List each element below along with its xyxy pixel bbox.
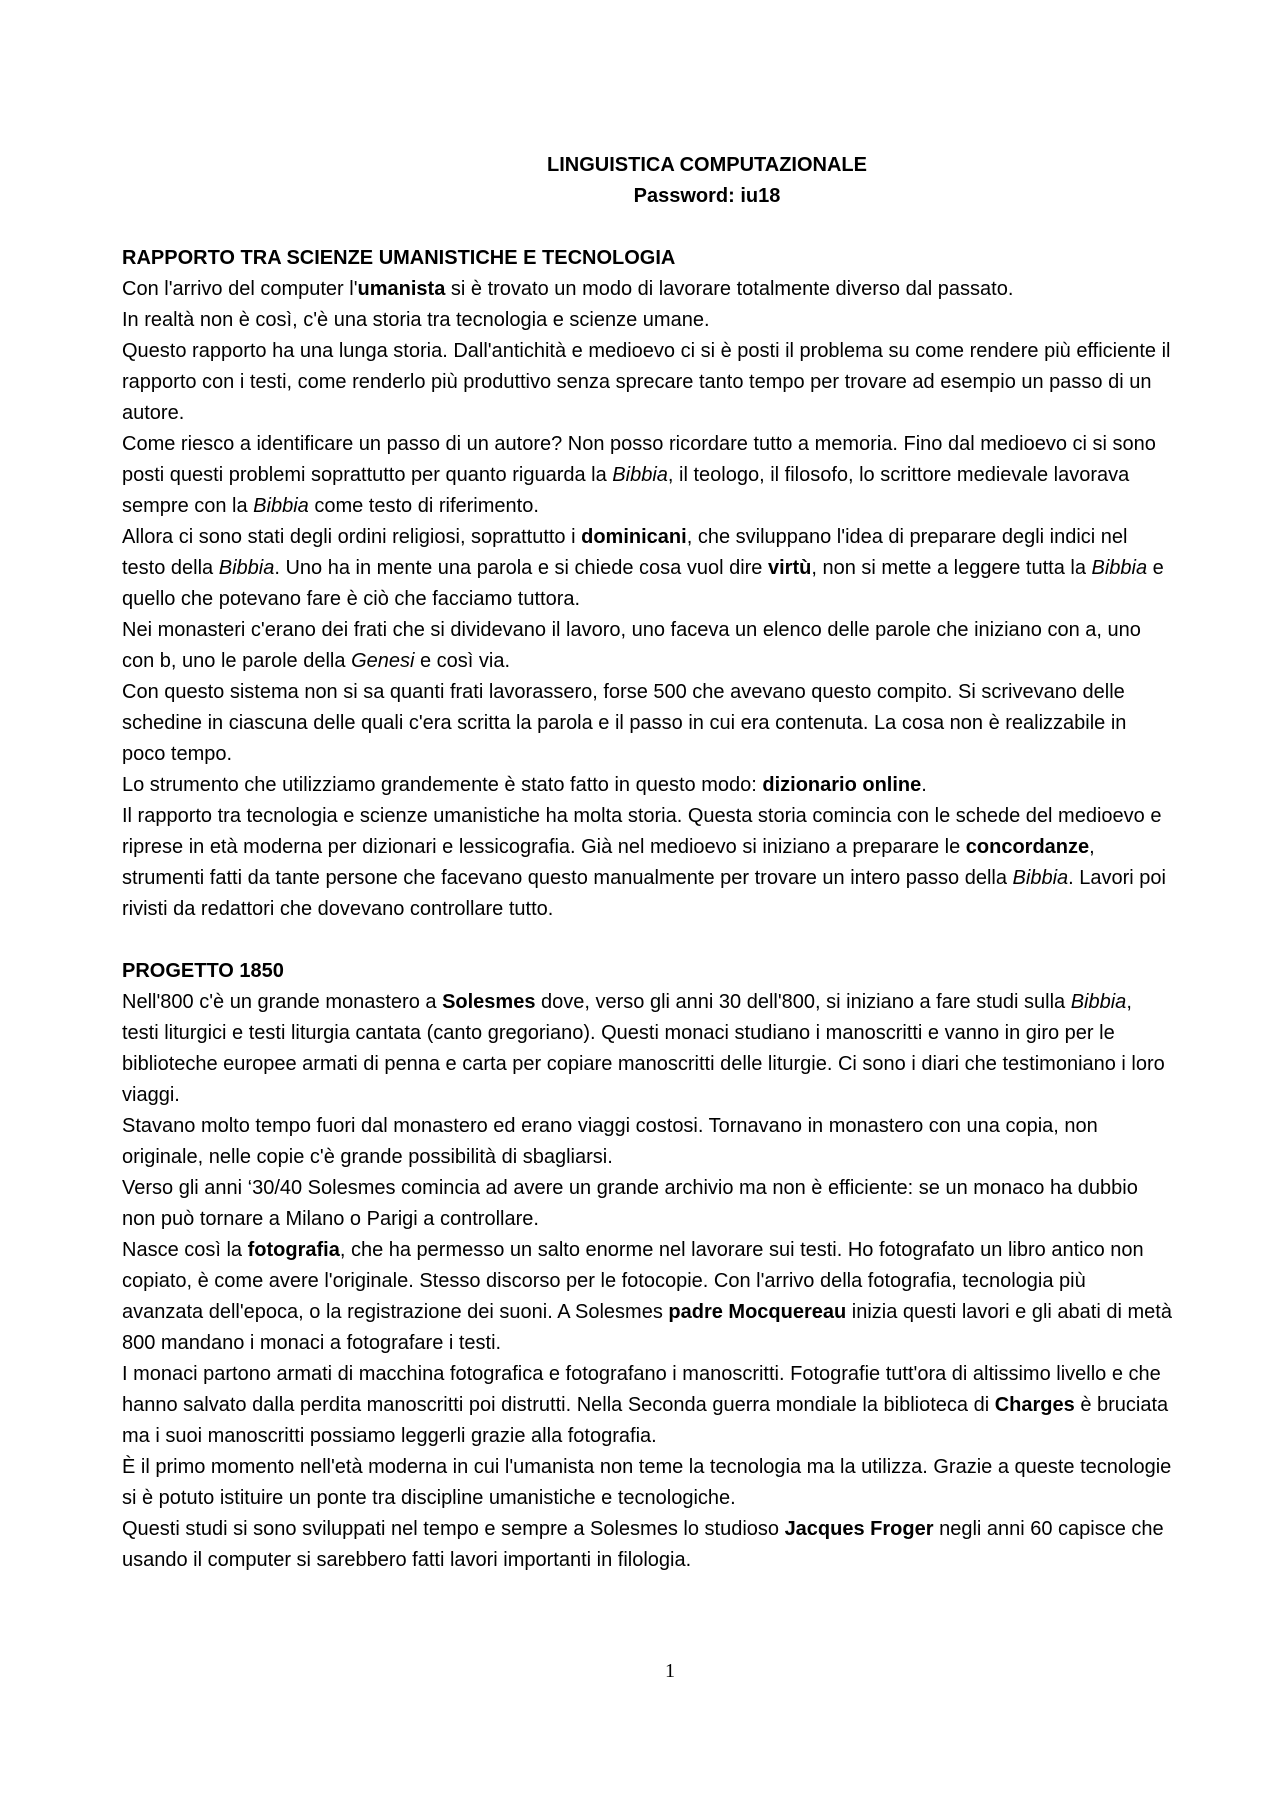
text-run: , che ha permesso un salto enorme nel lavorare sui testi. Ho fotografato un libro antico non copiato, è come avere l'originale. Stesso discorso per le fotocopie. Con l'arrivo della fotografia, tecnologia più avanzata dell'epoca, o la registrazione dei suoni. A Solesmes [122, 1239, 1144, 1323]
section-body [122, 274, 1172, 925]
text-run: , il teologo, il filosofo, lo scrittore medievale lavorava sempre con la [122, 464, 1130, 517]
page-number: 1 [665, 1660, 675, 1682]
italic-text: Genesi [351, 650, 415, 672]
text-run: , strumenti fatti da tante persone che facevano questo manualmente per trovare un intero passo della [122, 836, 1095, 889]
paragraph [122, 1111, 1172, 1173]
bold-text: dominicani [581, 526, 687, 548]
paragraph [122, 1235, 1172, 1359]
paragraph [122, 677, 1172, 770]
section-progetto-1850 [122, 956, 1172, 1576]
paragraph [122, 1452, 1172, 1514]
bold-text: virtù [767, 557, 812, 579]
paragraph [122, 801, 1172, 925]
paragraph [122, 987, 1172, 1111]
text-run: Lo strumento che utilizziamo grandemente è stato fatto in questo modo: [122, 774, 763, 796]
bold-text: padre Mocquereau [668, 1301, 847, 1323]
text-run: Verso gli anni ‘30/40 Solesmes comincia ad avere un grande archivio ma non è efficiente: se un monaco ha dubbio non può tornare a Milano o Parigi a controllare. [122, 1177, 1138, 1230]
paragraph [122, 336, 1172, 429]
bold-text: Solesmes [442, 991, 536, 1013]
text-run: , testi liturgici e testi liturgia cantata (canto gregoriano). Questi monaci studiano i manoscritti e vanno in giro per le biblioteche europee armati di penna e carta per copiare manoscritti delle liturgie. Ci sono i diari che testimoniano i loro viaggi. [122, 991, 1165, 1106]
text-run: Nei monasteri c'erano dei frati che si dividevano il lavoro, uno faceva un elenco delle parole che iniziano con a, uno con b, uno le parole della [122, 619, 1141, 672]
text-run: Come riesco a identificare un passo di un autore? Non posso ricordare tutto a memoria. Fino dal medioevo ci si sono posti questi problemi soprattutto per quanto riguarda la [122, 433, 1156, 486]
section-body [122, 987, 1172, 1576]
text-run: dove, verso gli anni 30 dell'800, si iniziano a fare studi sulla [535, 991, 1071, 1013]
italic-text: Bibbia [218, 557, 275, 579]
text-run: , non si mette a leggere tutta la [811, 557, 1092, 579]
text-run: Nell'800 c'è un grande monastero a [122, 991, 443, 1013]
paragraph [122, 305, 1172, 336]
text-run: Stavano molto tempo fuori dal monastero ed erano viaggi costosi. Tornavano in monastero con una copia, non originale, nelle copie c'è grande possibilità di sbagliarsi. [122, 1115, 1098, 1168]
italic-text: Bibbia [612, 464, 668, 486]
text-run: e così via. [414, 650, 511, 672]
text-run: I monaci partono armati di macchina fotografica e fotografano i manoscritti. Fotografie tutt'ora di altissimo livello e che hanno salvato dalla perdita manoscritti poi distrutti. Nella Seconda guerra mondiale la biblioteca di [122, 1363, 1161, 1416]
text-run: Allora ci sono stati degli ordini religiosi, soprattutto i [122, 526, 582, 548]
bold-text: concordanze [965, 836, 1090, 858]
italic-text: Bibbia [1012, 867, 1069, 889]
text-run: è bruciata ma i suoi manoscritti possiamo leggerli grazie alla fotografia. [122, 1394, 1169, 1447]
text-run: Nasce così la [122, 1239, 248, 1261]
paragraph [122, 429, 1172, 522]
bold-text: Charges [994, 1394, 1075, 1416]
document-page [122, 150, 1172, 1607]
paragraph [122, 1359, 1172, 1452]
text-run: . Uno ha in mente una parola e si chiede cosa vuol dire [274, 557, 768, 579]
paragraph [122, 770, 1172, 801]
text-run: inizia questi lavori e gli abati di metà 800 mandano i monaci a fotografare i testi. [122, 1301, 1172, 1354]
text-run: Con questo sistema non si sa quanti frati lavorassero, forse 500 che avevano questo compito. Si scrivevano delle schedine in ciascuna delle quali c'era scritta la parola e il passo in cui era contenuta. La cosa non è realizzabile in poco tempo. [122, 681, 1127, 765]
text-run: si è trovato un modo di lavorare totalmente diverso dal passato. [445, 278, 1014, 300]
document-header [122, 150, 1172, 212]
text-run: In realtà non è così, c'è una storia tra tecnologia e scienze umane. [122, 309, 710, 331]
bold-text: Jacques Froger [784, 1518, 934, 1540]
text-run: Con l'arrivo del computer l' [122, 278, 358, 300]
paragraph [122, 522, 1172, 615]
document-title: LINGUISTICA COMPUTAZIONALE [547, 154, 867, 176]
text-run: , che sviluppano l'idea di preparare degli indici nel testo della [122, 526, 1128, 579]
bold-text: umanista [357, 278, 446, 300]
text-run: Questo rapporto ha una lunga storia. Dall'antichità e medioevo ci si è posti il problema su come rendere più efficiente il rapporto con i testi, come renderlo più produttivo senza sprecare tanto tempo per trovare ad esempio un passo di un autore. [122, 340, 1171, 424]
bold-text: fotografia [247, 1239, 340, 1261]
section-heading: RAPPORTO TRA SCIENZE UMANISTICHE E TECNOLOGIA [122, 247, 676, 269]
text-run: . Lavori poi rivisti da redattori che dovevano controllare tutto. [122, 867, 1166, 920]
italic-text: Bibbia [1070, 991, 1127, 1013]
text-run: . [921, 774, 927, 796]
italic-text: Bibbia [253, 495, 309, 517]
text-run: e quello che potevano fare è ciò che facciamo tuttora. [122, 557, 1164, 610]
paragraph [122, 274, 1172, 305]
text-run: Questi studi si sono sviluppati nel tempo e sempre a Solesmes lo studioso [122, 1518, 785, 1540]
text-run: Il rapporto tra tecnologia e scienze umanistiche ha molta storia. Questa storia comincia con le schede del medioevo e riprese in età moderna per dizionari e lessicografia. Già nel medioevo si iniziano a preparare le [122, 805, 1162, 858]
section-heading: PROGETTO 1850 [122, 960, 284, 982]
password-line: Password: iu18 [633, 185, 781, 207]
paragraph [122, 1173, 1172, 1235]
paragraph [122, 615, 1172, 677]
italic-text: Bibbia [1091, 557, 1148, 579]
text-run: negli anni 60 capisce che usando il computer si sarebbero fatti lavori importanti in filologia. [122, 1518, 1164, 1571]
paragraph [122, 1514, 1172, 1576]
text-run: come testo di riferimento. [308, 495, 539, 517]
text-run: È il primo momento nell'età moderna in cui l'umanista non teme la tecnologia ma la utilizza. Grazie a queste tecnologie si è potuto istituire un ponte tra discipline umanistiche e tecnologiche. [122, 1456, 1172, 1509]
bold-text: dizionario online [762, 774, 922, 796]
section-rapporto [122, 243, 1172, 925]
